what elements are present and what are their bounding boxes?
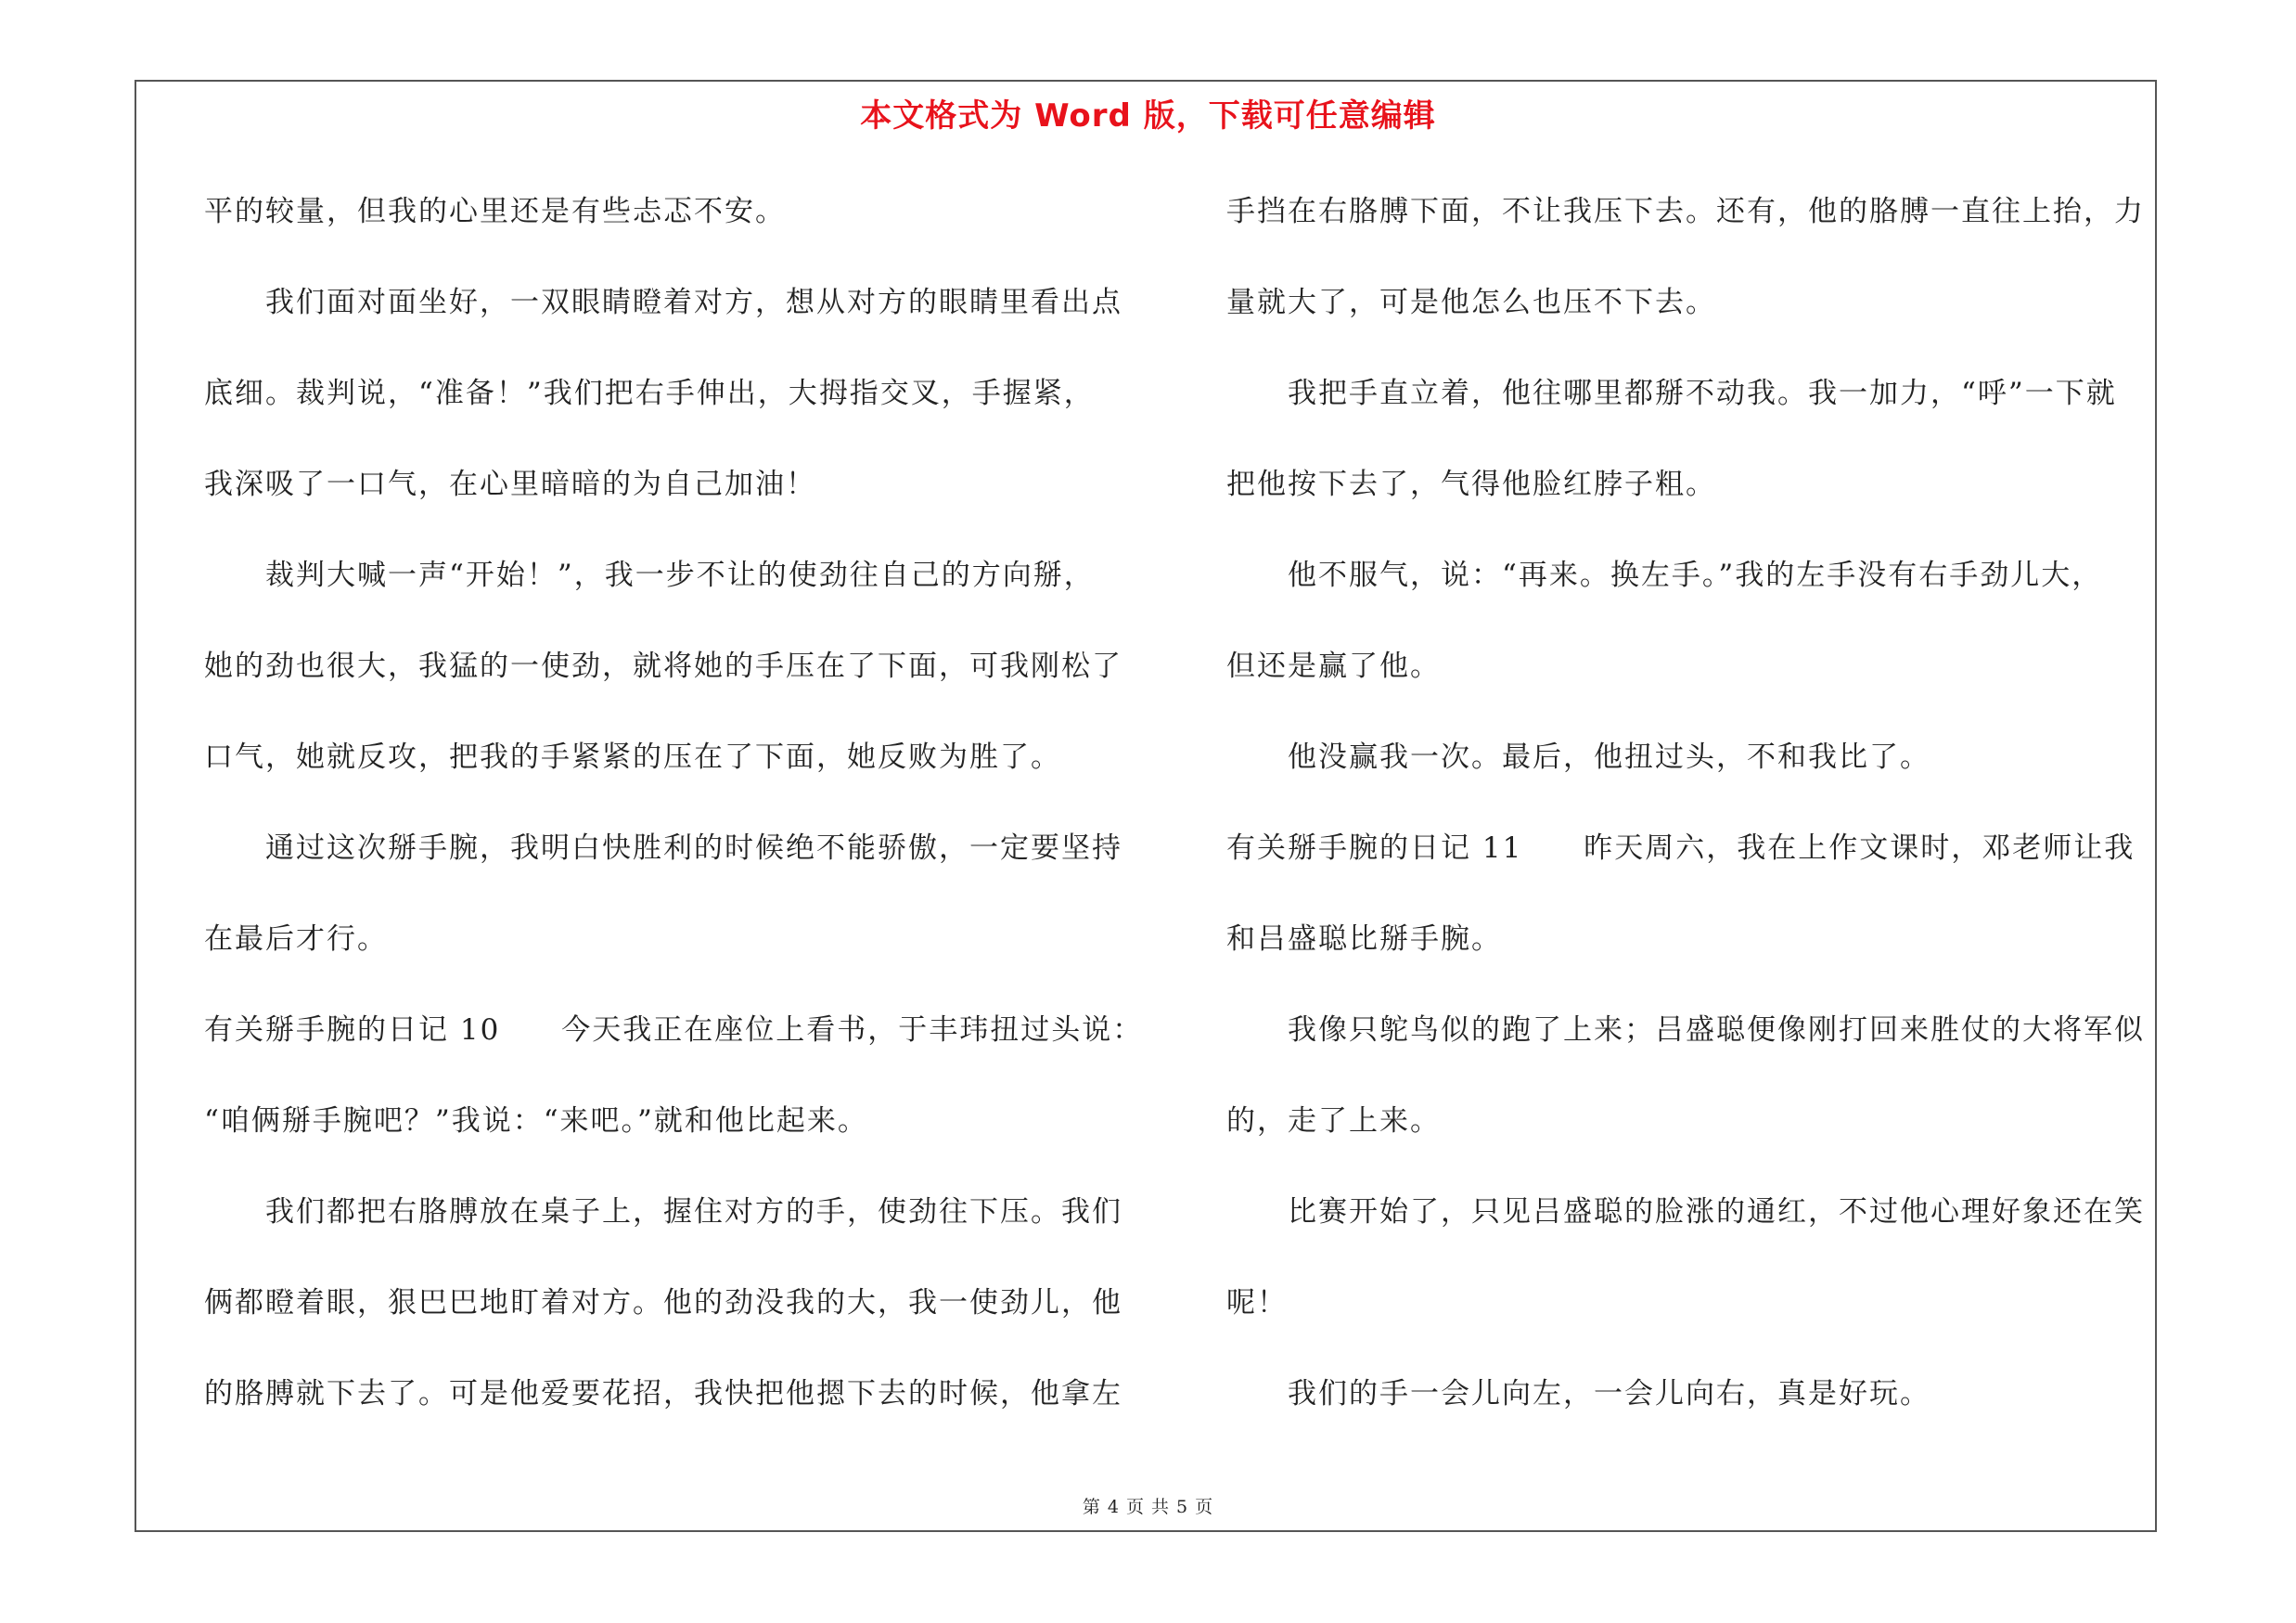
text-line: 我深吸了一口气，在心里暗暗的为自己加油！ <box>204 468 816 501</box>
text-line: 量就大了，可是他怎么也压不下去。 <box>1226 286 1716 319</box>
text-line: 我们面对面坐好，一双眼睛瞪着对方，想从对方的眼睛里看出点 <box>265 286 1122 319</box>
text-line: 比赛开始了，只见吕盛聪的脸涨的通红，不过他心理好象还在笑 <box>1288 1195 2145 1229</box>
text-line: 她的劲也很大，我猛的一使劲，就将她的手压在了下面，可我刚松了 <box>204 650 1122 683</box>
text-line: 呢！ <box>1226 1286 1288 1320</box>
text-line: 他不服气，说：“再来。换左手。”我的左手没有右手劲儿大， <box>1288 559 2103 592</box>
text-line: 俩都瞪着眼，狠巴巴地盯着对方。他的劲没我的大，我一使劲儿，他 <box>204 1286 1122 1320</box>
format-notice-banner: 本文格式为 Word 版，下载可任意编辑 <box>860 97 1436 135</box>
text-line: 口气，她就反攻，把我的手紧紧的压在了下面，她反败为胜了。 <box>204 741 1061 774</box>
diary-heading-line: 有关掰手腕的日记 11 昨天周六，我在上作文课时，邓老师让我 <box>1226 831 2136 865</box>
text-line: 在最后才行。 <box>204 922 388 956</box>
text-line: 他没赢我一次。最后，他扭过头，不和我比了。 <box>1288 741 1930 774</box>
text-line: 把他按下去了，气得他脸红脖子粗。 <box>1226 468 1716 501</box>
text-line: 手挡在右胳膊下面，不让我压下去。还有，他的胳膊一直往上抬，力 <box>1226 195 2145 228</box>
text-line: 我像只鸵鸟似的跑了上来；吕盛聪便像刚打回来胜仗的大将军似 <box>1288 1013 2145 1047</box>
text-line: “咱俩掰手腕吧？”我说：“来吧。”就和他比起来。 <box>204 1104 868 1138</box>
text-line: 裁判大喊一声“开始！”，我一步不让的使劲往自己的方向掰， <box>265 559 1095 592</box>
text-line: 平的较量，但我的心里还是有些忐忑不安。 <box>204 195 786 228</box>
text-line: 的胳膊就下去了。可是他爱要花招，我快把他摁下去的时候，他拿左 <box>204 1377 1122 1410</box>
text-line: 的，走了上来。 <box>1226 1104 1441 1138</box>
text-line: 我们都把右胳膊放在桌子上，握住对方的手，使劲往下压。我们 <box>265 1195 1122 1229</box>
text-line: 通过这次掰手腕，我明白快胜利的时候绝不能骄傲，一定要坚持 <box>265 831 1122 865</box>
right-text-column <box>1226 181 2154 1454</box>
text-line: 和吕盛聪比掰手腕。 <box>1226 922 1502 956</box>
text-line: 我把手直立着，他往哪里都掰不动我。我一加力，“呼”一下就 <box>1288 377 2117 410</box>
text-line: 我们的手一会儿向左，一会儿向右，真是好玩。 <box>1288 1377 1930 1410</box>
text-line: 底细。裁判说，“准备！”我们把右手伸出，大拇指交叉，手握紧， <box>204 377 1095 410</box>
page-number-footer: 第 4 页 共 5 页 <box>1082 1497 1214 1517</box>
text-line: 但还是赢了他。 <box>1226 650 1441 683</box>
left-text-column <box>204 181 1144 1454</box>
diary-heading-line: 有关掰手腕的日记 10 今天我正在座位上看书，于丰玮扭过头说： <box>204 1013 1144 1047</box>
